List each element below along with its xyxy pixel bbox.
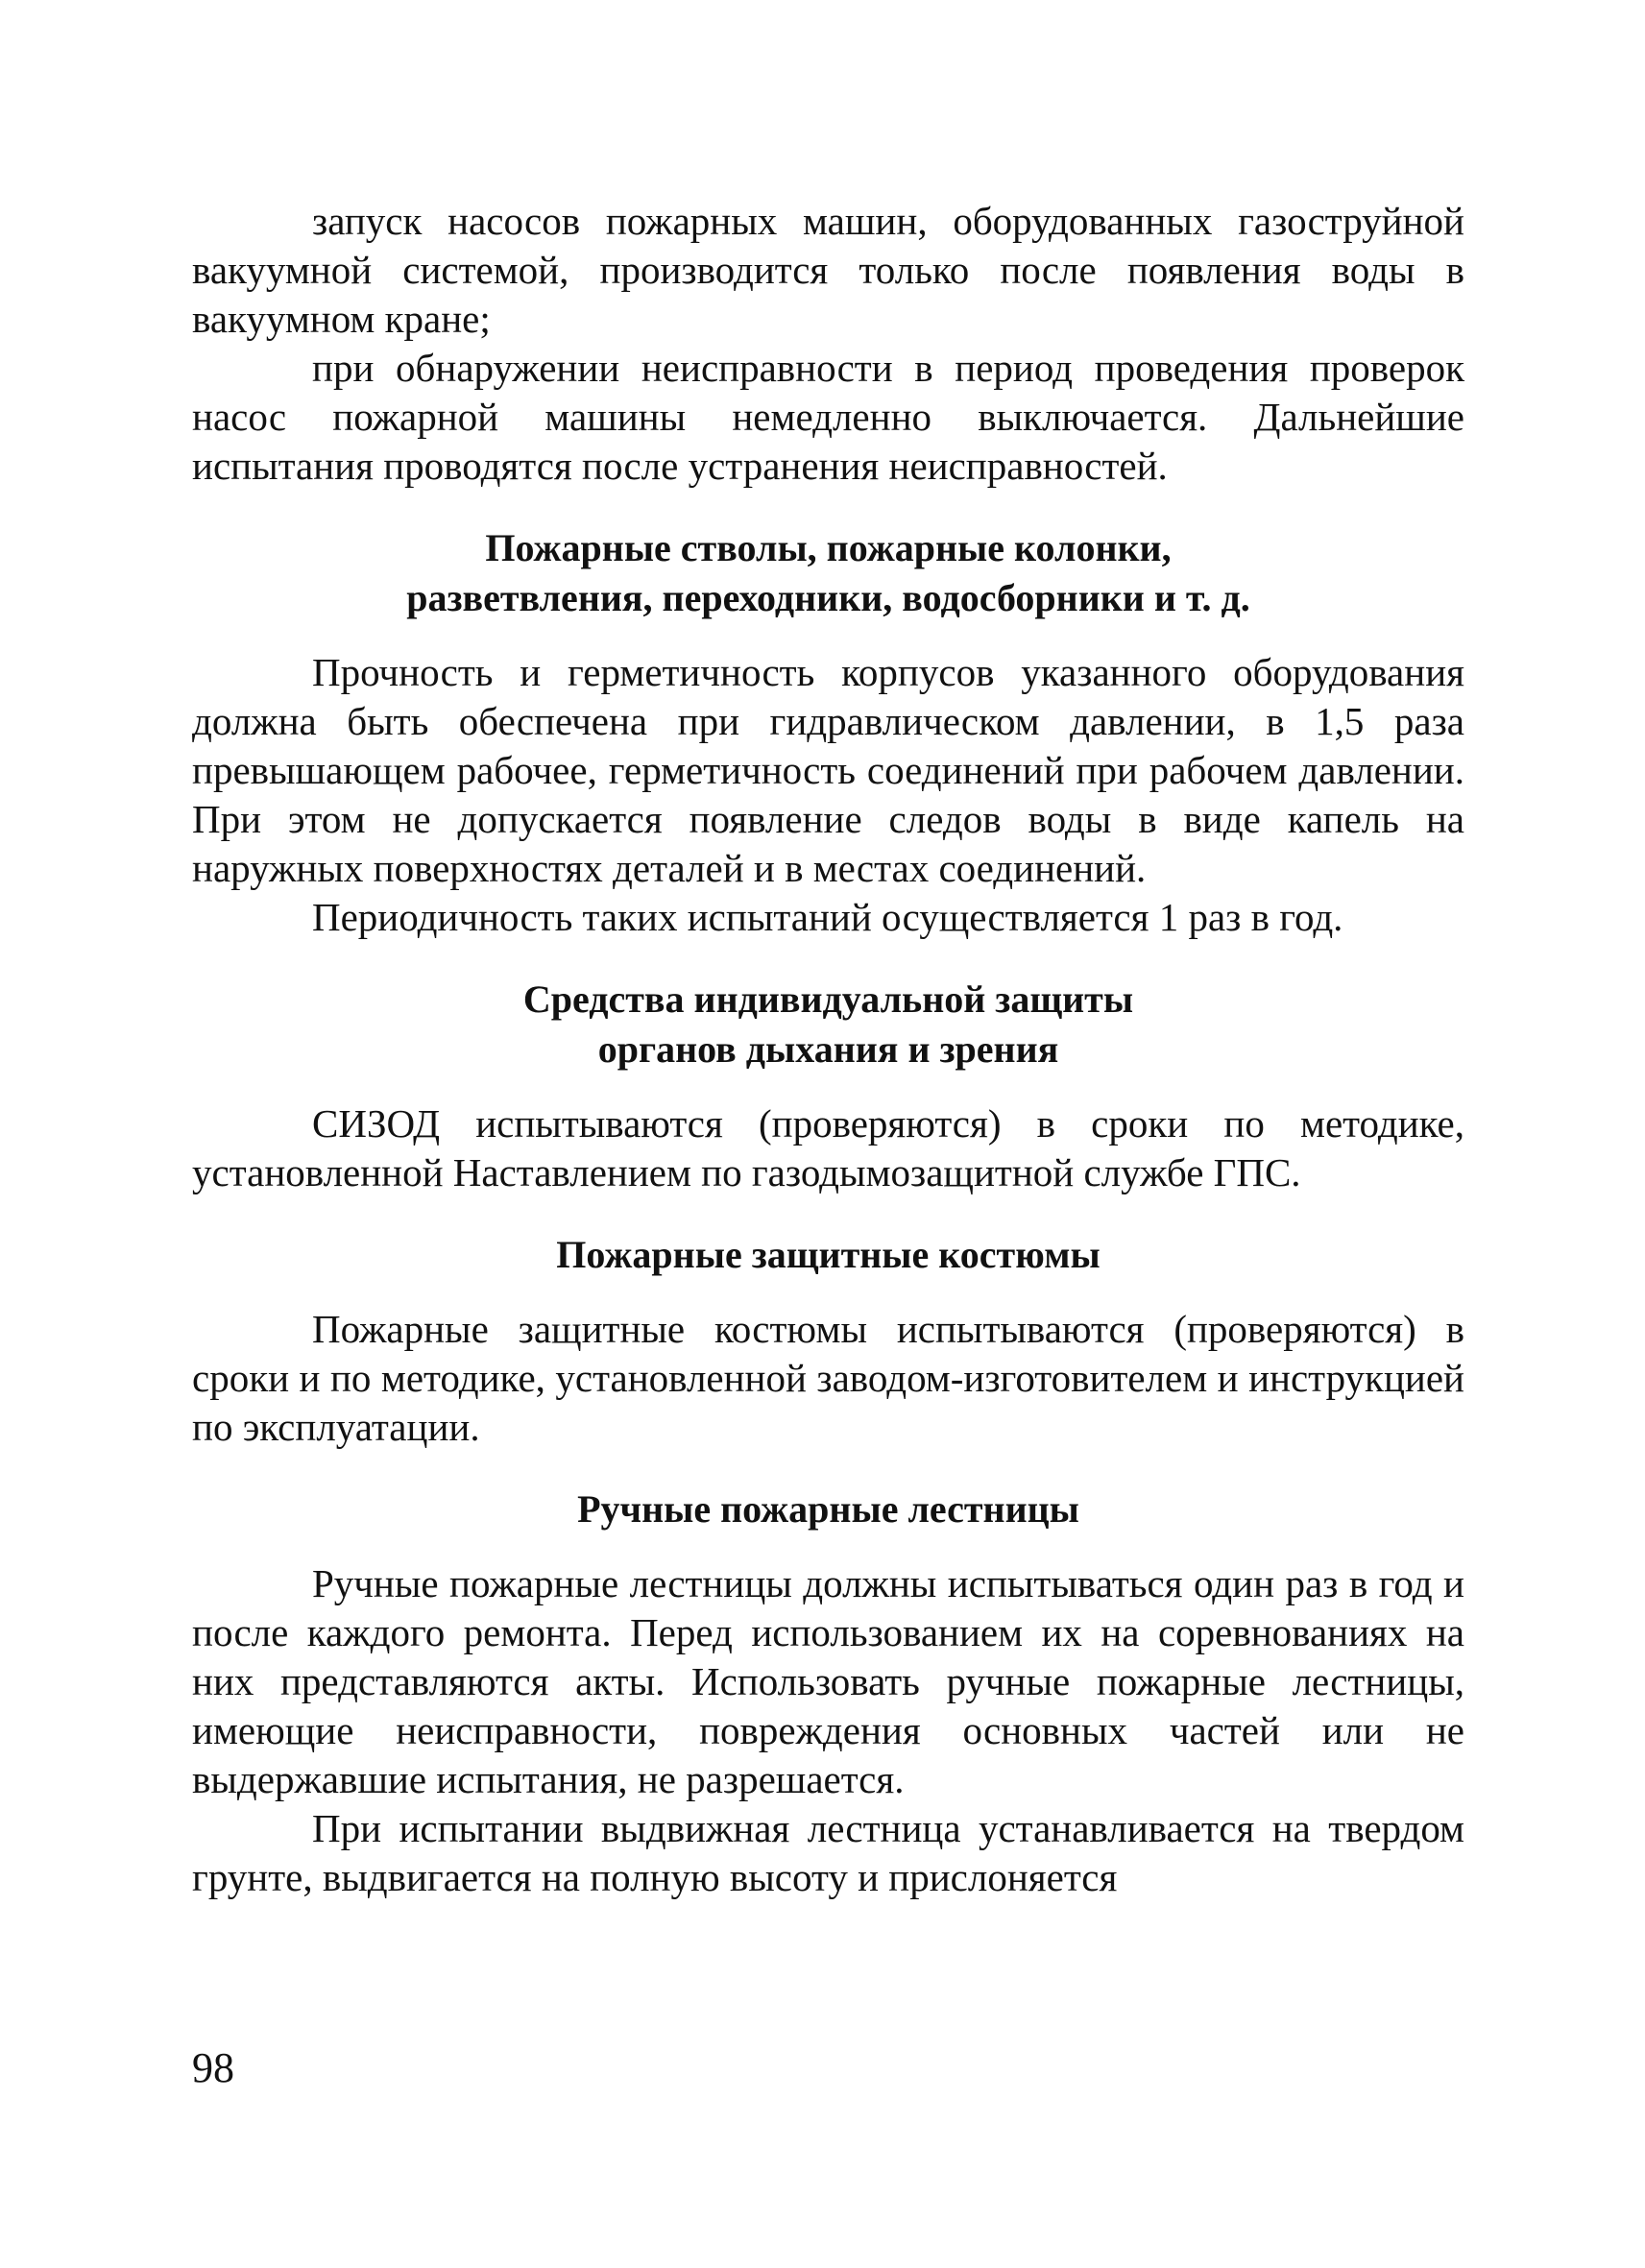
paragraph-malfunction: при обнаружении неисправности в период проведения проверок насос пожарной машины немедленно выключается. Дальнейшие испытания проводятся после устранения неисправностей. [192, 346, 1464, 488]
page-number: 98 [192, 2044, 234, 2091]
paragraph-pump-start: запуск насосов пожарных машин, оборудованных газоструйной вакуумной системой, производится только после появления воды в вакуумном кране; [192, 199, 1464, 341]
paragraph-periodicity: Периодичность таких испытаний осуществляется 1 раз в год. [312, 895, 1343, 939]
paragraph-sizod: СИЗОД испытываются (проверяются) в сроки по методике, установленной Наставлением по газодымозащитной службе ГПС. [192, 1101, 1464, 1194]
heading-nozzles: Пожарные стволы, пожарные колонки, разветвления, переходники, водосборники и т. д. [406, 526, 1250, 619]
paragraph-suits: Пожарные защитные костюмы испытываются (проверяются) в сроки и по методике, установленной заводом-изготовителем и инструкцией по эксплуатации. [192, 1307, 1464, 1449]
paragraph-strength: Прочность и герметичность корпусов указанного оборудования должна быть обеспечена при гидравлическом давлении, в 1,5 раза превышающем рабочее, герметичность соединений при рабочем давлении. При этом не допускается появление следов воды в виде капель на наружных поверхностях деталей и в местах соединений. [192, 650, 1464, 890]
heading-respiratory-protection: Средства индивидуальной защиты органов дыхания и зрения [522, 977, 1134, 1071]
paragraph-extension-ladder: При испытании выдвижная лестница устанавливается на твердом грунте, выдвигается на полную высоту и прислоняется [192, 1806, 1464, 1899]
page-content [192, 197, 1464, 1902]
paragraph-ladders: Ручные пожарные лестницы должны испытываться один раз в год и после каждого ремонта. Перед использованием их на соревнованиях на них представляются акты. Использовать ручные пожарные лестницы, имеющие неисправности, повреждения основных частей или не выдержавшие испытания, не разрешается. [192, 1561, 1464, 1801]
heading-protective-suits: Пожарные защитные костюмы [556, 1233, 1101, 1276]
heading-hand-ladders: Ручные пожарные лестницы [577, 1487, 1079, 1531]
